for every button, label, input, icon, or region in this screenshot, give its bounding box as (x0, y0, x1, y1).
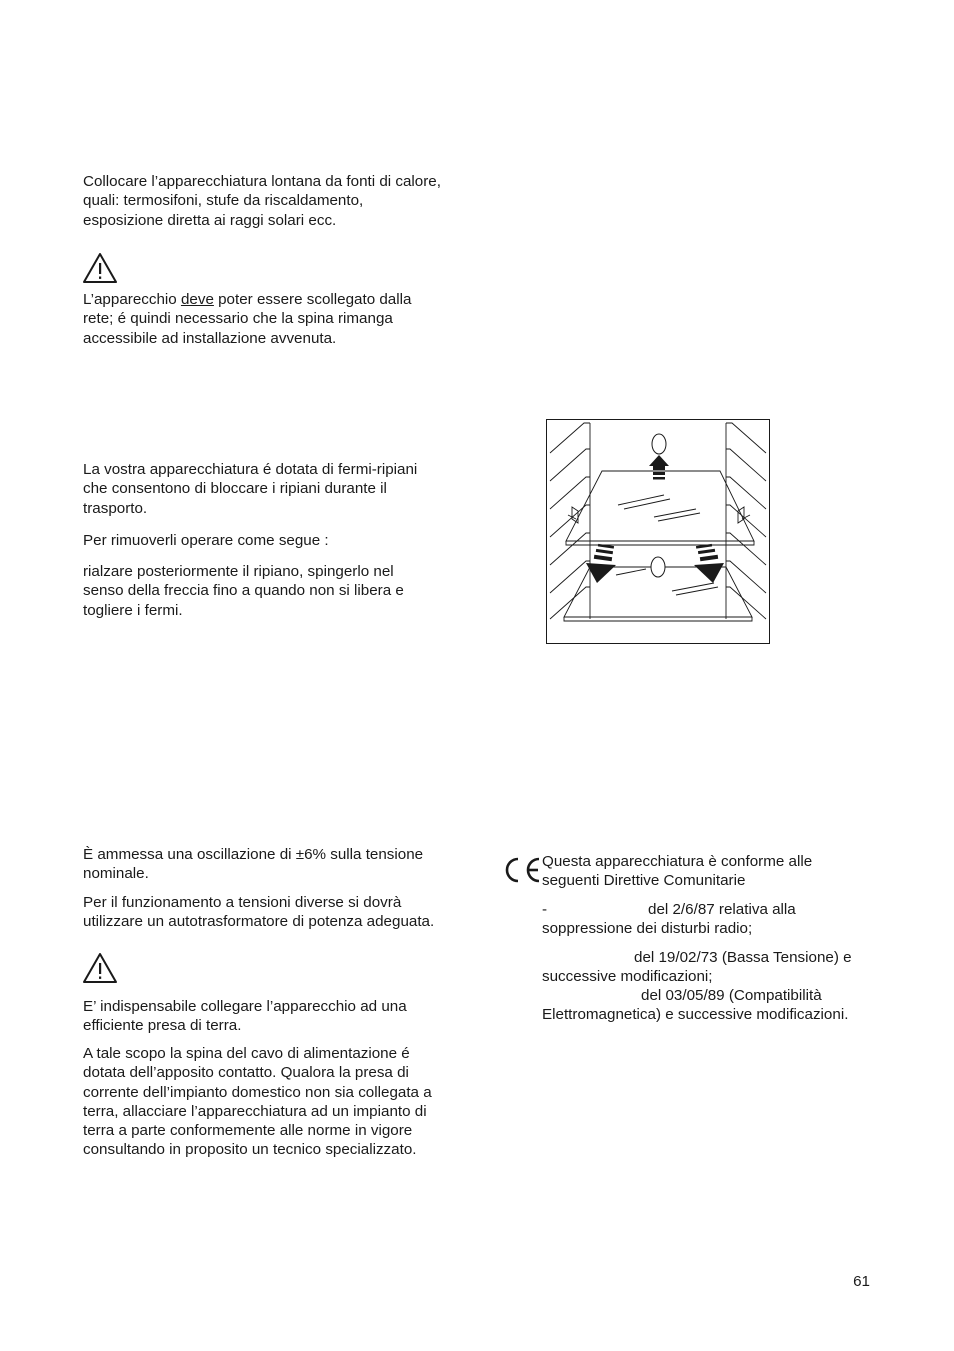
shelf-stops-paragraph: La vostra apparecchiatura é dotata di fermi-ripiani che consentono di bloccare i ripiani durante il trasporto. (83, 461, 418, 517)
disconnect-warning-paragraph (83, 290, 443, 348)
disconnect-text-end: poter essere scollegato dalla rete; é quindi necessario che la spina rimanga accessibile ad installazione avvenuta. (83, 291, 412, 347)
voltage-tolerance-paragraph: È ammessa una oscillazione di ±6% sulla tensione nominale. (83, 846, 424, 883)
emphasis-must: deve (180, 291, 214, 308)
directive-low-voltage-cont: successive modificazioni; (542, 968, 713, 985)
shelf-removal-instructions: rialzare posteriormente il ripiano, spingerlo nel senso della freccia fino a quando non si libera e togliere i fermi. (83, 563, 404, 619)
directive-dash: - (542, 901, 548, 918)
warning-triangle-icon (82, 952, 118, 984)
placement-paragraph: Collocare l’apparecchiatura lontana da fonti di calore, quali: termosifoni, stufe da riscaldamento, esposizione diretta ai raggi solari ecc. (83, 173, 441, 229)
shelf-stop-removal-illustration (546, 419, 770, 644)
grounding-required-paragraph: E’ indispensabile collegare l’apparecchio ad una efficiente presa di terra. (83, 998, 407, 1035)
warning-triangle-icon (82, 252, 118, 284)
conformity-intro: Questa apparecchiatura è conforme alle seguenti Direttive Comunitarie (542, 853, 813, 890)
directive-low-voltage: del 19/02/73 (Bassa Tensione) e (634, 949, 852, 966)
ce-mark-icon (502, 855, 542, 885)
shelf-removal-intro: Per rimuoverli operare come segue : (83, 532, 329, 549)
directive-emc-cont: Elettromagnetica) e successive modificazioni. (542, 1006, 849, 1023)
directive-emc: del 03/05/89 (Compatibilità (641, 987, 822, 1004)
directive-radio-interference: del 2/6/87 relativa alla soppressione dei disturbi radio; (542, 901, 796, 938)
autotransformer-paragraph: Per il funzionamento a tensioni diverse si dovrà utilizzare un autotrasformatore di potenza adeguata. (83, 894, 435, 931)
page-number: 61 (853, 1273, 870, 1290)
grounding-instructions-paragraph: A tale scopo la spina del cavo di alimentazione é dotata dell’apposito contatto. Qualora la presa di corrente dell’impianto domestico non sia collegata a terra, allacciare l’apparecchiatura ad un impianto di terra a parte conformemente alle norme in vigore consultando in proposito un tecnico specializzato. (83, 1045, 432, 1159)
disconnect-text-start: L’apparecchio (83, 291, 181, 308)
